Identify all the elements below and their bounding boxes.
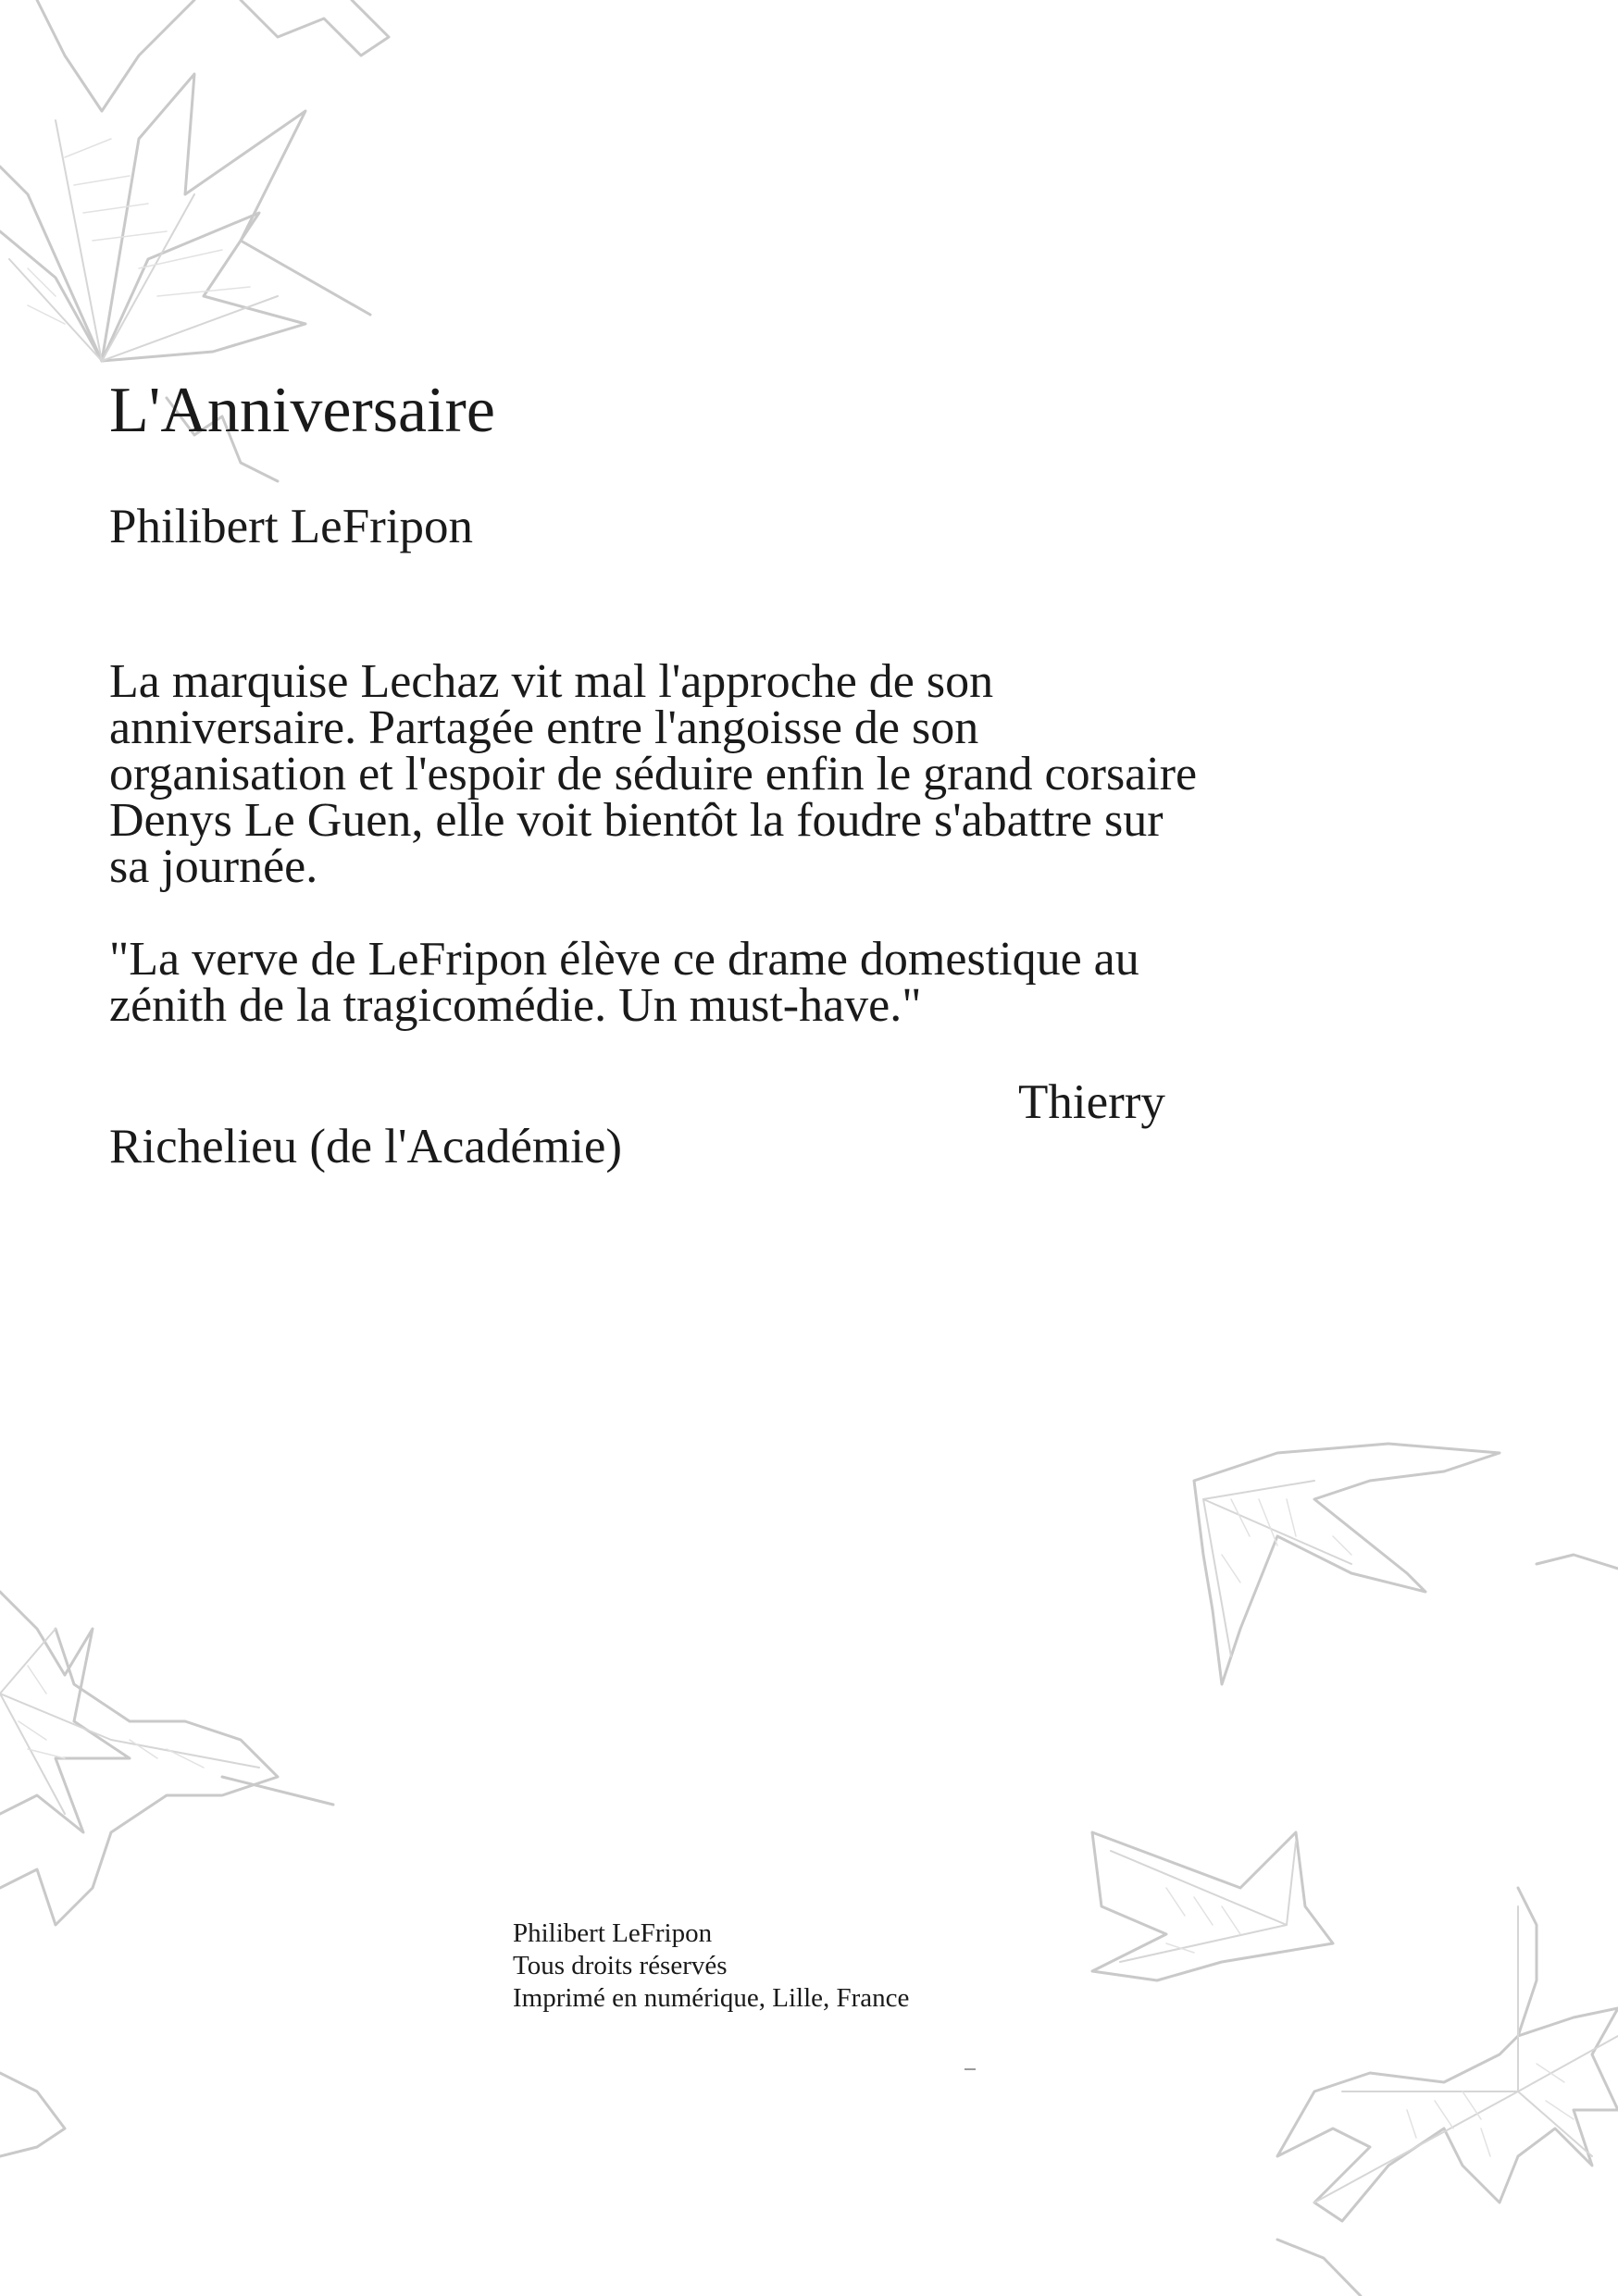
quote-attribution-rest: Richelieu (de l'Académie) [109,1120,623,1173]
author-name: Philibert LeFripon [109,500,474,553]
colophon-author: Philibert LeFripon [513,1918,713,1948]
leaf-right-middle [1194,1444,1618,1684]
small-dash-mark [965,2068,976,2070]
book-title: L'Anniversaire [109,375,495,446]
leaf-bottom-right [1092,1832,1618,2296]
colophon-printing: Imprimé en numérique, Lille, France [513,1983,910,2013]
quote-attribution-first-name: Thierry [1018,1075,1165,1129]
review-quote: "La verve de LeFripon élève ce drame domestique au zénith de la tragicomédie. Un must-have." [109,933,1139,1032]
colophon [513,1917,909,2015]
colophon-rights: Tous droits réservés [513,1951,728,1980]
leaf-left-lower [0,1592,333,2156]
book-summary: La marquise Lechaz vit mal l'approche de son anniversaire. Partagée entre l'angoisse de son organisation et l'espoir de séduire enfin le grand corsaire Denys Le Guen, elle voit bientôt la foudre s'abattre sur sa journée. [109,655,1198,893]
